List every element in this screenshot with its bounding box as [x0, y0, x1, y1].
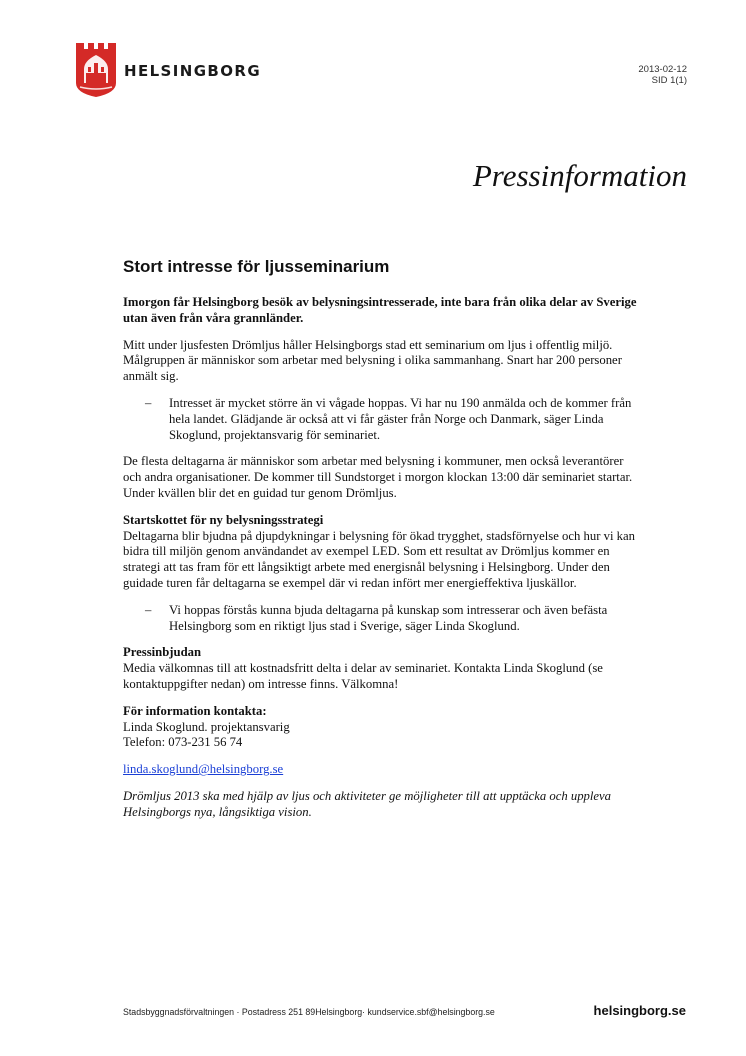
closing-statement: Drömljus 2013 ska med hjälp av ljus och aktiviteter ge möjligheter till att upptäcka och uppleva Helsingborgs nya, långsiktiga vision. — [123, 788, 612, 819]
brand-name: HELSINGBORG — [124, 62, 262, 80]
subheading-press-invite: Pressinbjudan — [123, 645, 202, 660]
section-strategy — [123, 513, 643, 592]
paragraph-strategy: Deltagarna blir bjudna på djupdykningar i belysning för ökad trygghet, stadsförnyelse och hur vi kan bidra till miljön genom användandet av exempel LED. Som ett resultat av Drömljus kommer en strategi att tas fram för ett långsiktigt arbete med energisnål belysning i Helsingborg. Under den guidade turen får deltagarna se exempel där vi redan infört mer energieffektiva ljuskällor. — [123, 528, 635, 590]
quote-dash: – — [145, 395, 152, 410]
paragraph-intro: Mitt under ljusfesten Drömljus håller Helsingborgs stad ett seminarium om ljus i offentlig miljö. Målgruppen är människor som arbetar med belysning i olika sammanhang. Snart har 200 personer anmält sig. — [123, 337, 622, 384]
paragraph-press-invite: Media välkomnas till att kostnadsfritt delta i delar av seminariet. Kontakta Linda Skoglund (se kontaktuppgifter nedan) om intresse finns. Välkomna! — [123, 661, 603, 691]
contact-email-line — [123, 762, 643, 778]
document-type-title: Pressinformation — [472, 158, 687, 193]
document-meta — [638, 64, 687, 86]
contact-phone: Telefon: 073-231 56 74 — [123, 735, 243, 750]
document-date: 2013-02-12 — [638, 64, 687, 75]
helsingborg-crest-icon — [76, 43, 116, 97]
quote-1 — [123, 396, 643, 443]
lead-paragraph: Imorgon får Helsingborg besök av belysningsintresserade, inte bara från olika delar av Sverige utan även från våra grannländer. — [123, 295, 637, 325]
press-release-body — [123, 256, 643, 832]
quote-dash: – — [145, 602, 152, 617]
section-contact — [123, 704, 643, 778]
subheading-contact: För information kontakta: — [123, 703, 267, 718]
contact-email-link[interactable]: linda.skoglund@helsingborg.se — [123, 762, 284, 777]
quote-text: Intresset är mycket större än vi vågade hoppas. Vi har nu 190 anmälda och de kommer från hela landet. Glädjande är också att vi får gäster från Norge och Danmark, säger Linda Skoglund, projektansvarig för seminariet. — [169, 395, 632, 442]
footer-address: Stadsbyggnadsförvaltningen · Postadress 251 89Helsingborg· kundservice.sbf@helsingborg.se — [123, 1007, 495, 1017]
subheading-strategy: Startskottet för ny belysningsstrategi — [123, 512, 324, 527]
section-press-invite — [123, 645, 643, 692]
paragraph-participants: De flesta deltagarna är människor som arbetar med belysning i kommuner, men också leverantörer och andra organisationer. De kommer till Sundstorget i morgon klockan 13:00 där seminariet startar. Under kvällen blir det en guidad tur genom Drömljus. — [123, 454, 633, 500]
footer-website: helsingborg.se — [593, 1003, 686, 1018]
quote-2 — [123, 603, 643, 635]
quote-text: Vi hoppas förstås kunna bjuda deltagarna på kunskap som intresserar och även befästa Helsingborg som en riktigt ljus stad i Sverige, säger Linda Skoglund. — [169, 602, 608, 633]
headline: Stort intresse för ljusseminarium — [123, 257, 390, 276]
page-number: SID 1(1) — [651, 75, 687, 86]
contact-name: Linda Skoglund. projektansvarig — [123, 719, 290, 734]
